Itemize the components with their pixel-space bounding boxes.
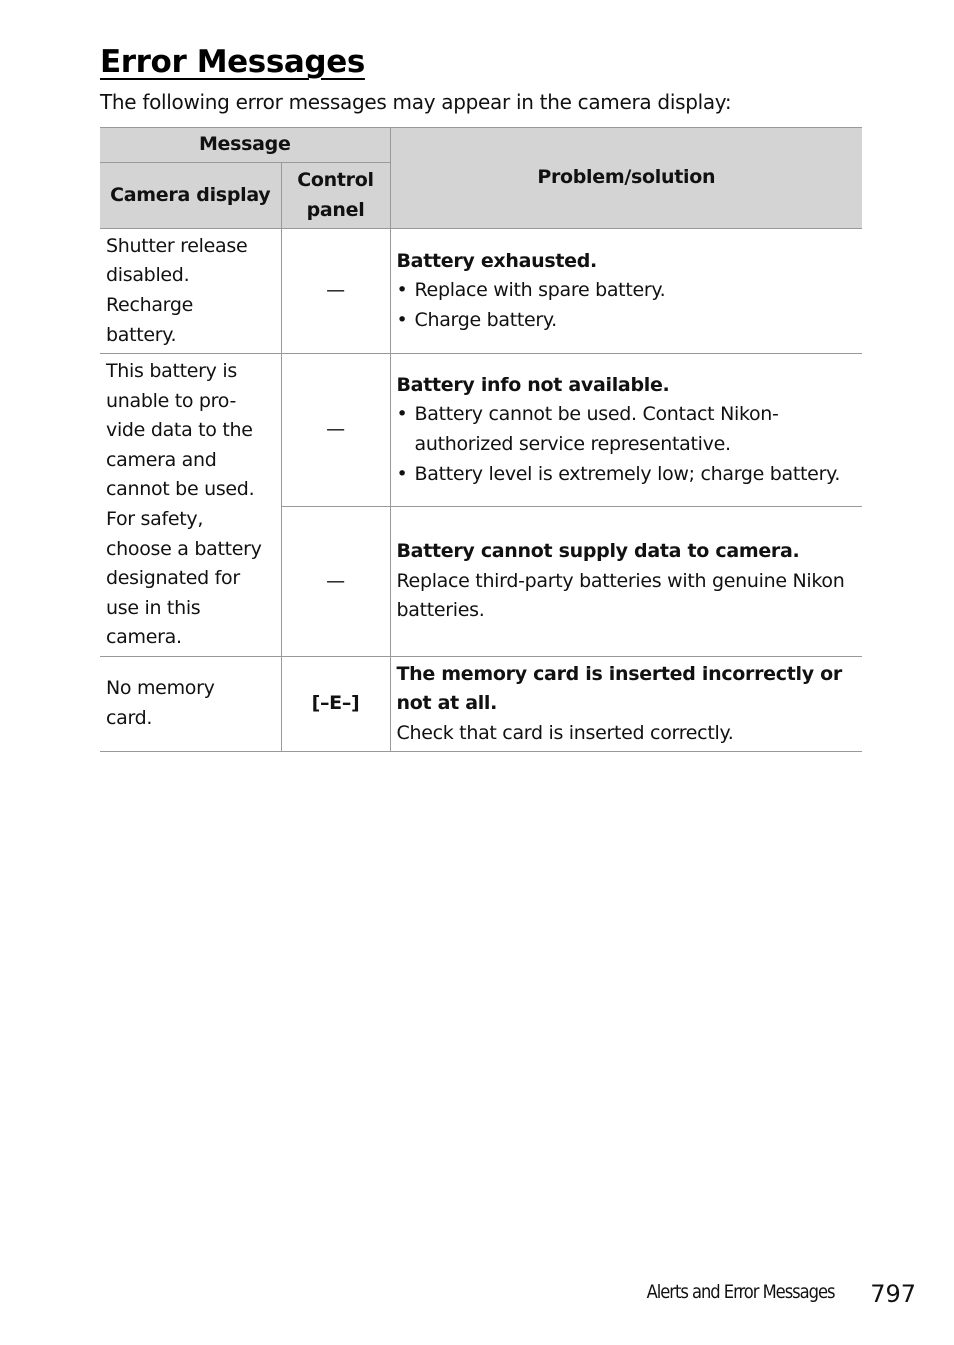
camera-display-cell bbox=[100, 229, 281, 354]
problem-title: Battery info not available. bbox=[396, 373, 670, 396]
bullet-item bbox=[397, 460, 857, 490]
camera-display-line: battery. bbox=[106, 323, 177, 346]
camera-display-line: card. bbox=[106, 707, 153, 729]
footer-section-title: Alerts and Error Messages bbox=[646, 1281, 834, 1303]
camera-display-cell bbox=[100, 657, 281, 752]
problem-text: Check that card is inserted correctly. bbox=[396, 721, 734, 744]
bullet-icon: • bbox=[396, 279, 408, 302]
camera-display-cell bbox=[100, 354, 281, 657]
bullet-text: Battery level is extremely low; charge battery. bbox=[414, 462, 841, 485]
camera-display-line: camera and bbox=[106, 448, 217, 471]
bullet-text: Replace with spare battery. bbox=[414, 279, 666, 302]
camera-display-line: unable to pro- bbox=[106, 389, 236, 412]
control-panel-cell: [–E–] bbox=[281, 657, 390, 752]
problem-text: Replace third-party batteries with genuine Nikon batteries. bbox=[396, 569, 845, 622]
header-control-panel-line1: Control bbox=[297, 168, 374, 191]
problem-solution-cell bbox=[390, 657, 862, 752]
bullet-icon: • bbox=[396, 462, 408, 485]
camera-display-line: use in this bbox=[106, 596, 201, 619]
page-title: Error Messages bbox=[100, 44, 365, 80]
header-message: Message bbox=[100, 128, 390, 163]
page-number: 797 bbox=[870, 1280, 916, 1308]
camera-display-line: This battery is bbox=[106, 360, 237, 383]
bullet-icon: • bbox=[396, 308, 408, 331]
table-row bbox=[100, 229, 862, 354]
camera-display-line: Recharge bbox=[106, 294, 193, 316]
error-messages-table bbox=[100, 127, 862, 752]
bullet-item bbox=[397, 276, 857, 306]
header-control-panel bbox=[281, 163, 390, 229]
camera-display-line: cannot be used. bbox=[106, 478, 255, 501]
table-row bbox=[100, 657, 862, 752]
camera-display-line: designated for bbox=[106, 567, 240, 590]
camera-display-line: choose a battery bbox=[106, 537, 262, 560]
problem-title: Battery cannot supply data to camera. bbox=[396, 540, 800, 563]
problem-solution-cell bbox=[390, 354, 862, 507]
table-row bbox=[100, 354, 862, 507]
camera-display-line: camera. bbox=[106, 626, 182, 649]
bullet-item bbox=[397, 306, 857, 336]
problem-solution-cell bbox=[390, 507, 862, 657]
bullet-text: Charge battery. bbox=[414, 308, 557, 331]
camera-display-line: Shutter release bbox=[106, 234, 248, 257]
camera-display-line: vide data to the bbox=[106, 419, 253, 442]
control-panel-cell: — bbox=[281, 507, 390, 657]
header-camera-display: Camera display bbox=[100, 163, 281, 229]
problem-title: Battery exhausted. bbox=[396, 249, 597, 272]
intro-text: The following error messages may appear in the camera display: bbox=[100, 90, 732, 114]
bullet-text: Battery cannot be used. Contact Nikon-authorized service representative. bbox=[414, 403, 779, 455]
control-panel-cell: — bbox=[281, 229, 390, 354]
camera-display-line: No memory bbox=[106, 677, 215, 700]
problem-solution-cell bbox=[390, 229, 862, 354]
bullet-item bbox=[397, 400, 857, 459]
control-panel-cell: — bbox=[281, 354, 390, 507]
header-problem-solution: Problem/solution bbox=[390, 128, 862, 229]
problem-title: The memory card is inserted incorrectly or not at all. bbox=[396, 662, 842, 715]
header-control-panel-line2: panel bbox=[306, 198, 365, 221]
bullet-icon: • bbox=[396, 403, 408, 426]
camera-display-line: For safety, bbox=[106, 508, 204, 530]
camera-display-line: disabled. bbox=[106, 264, 190, 287]
